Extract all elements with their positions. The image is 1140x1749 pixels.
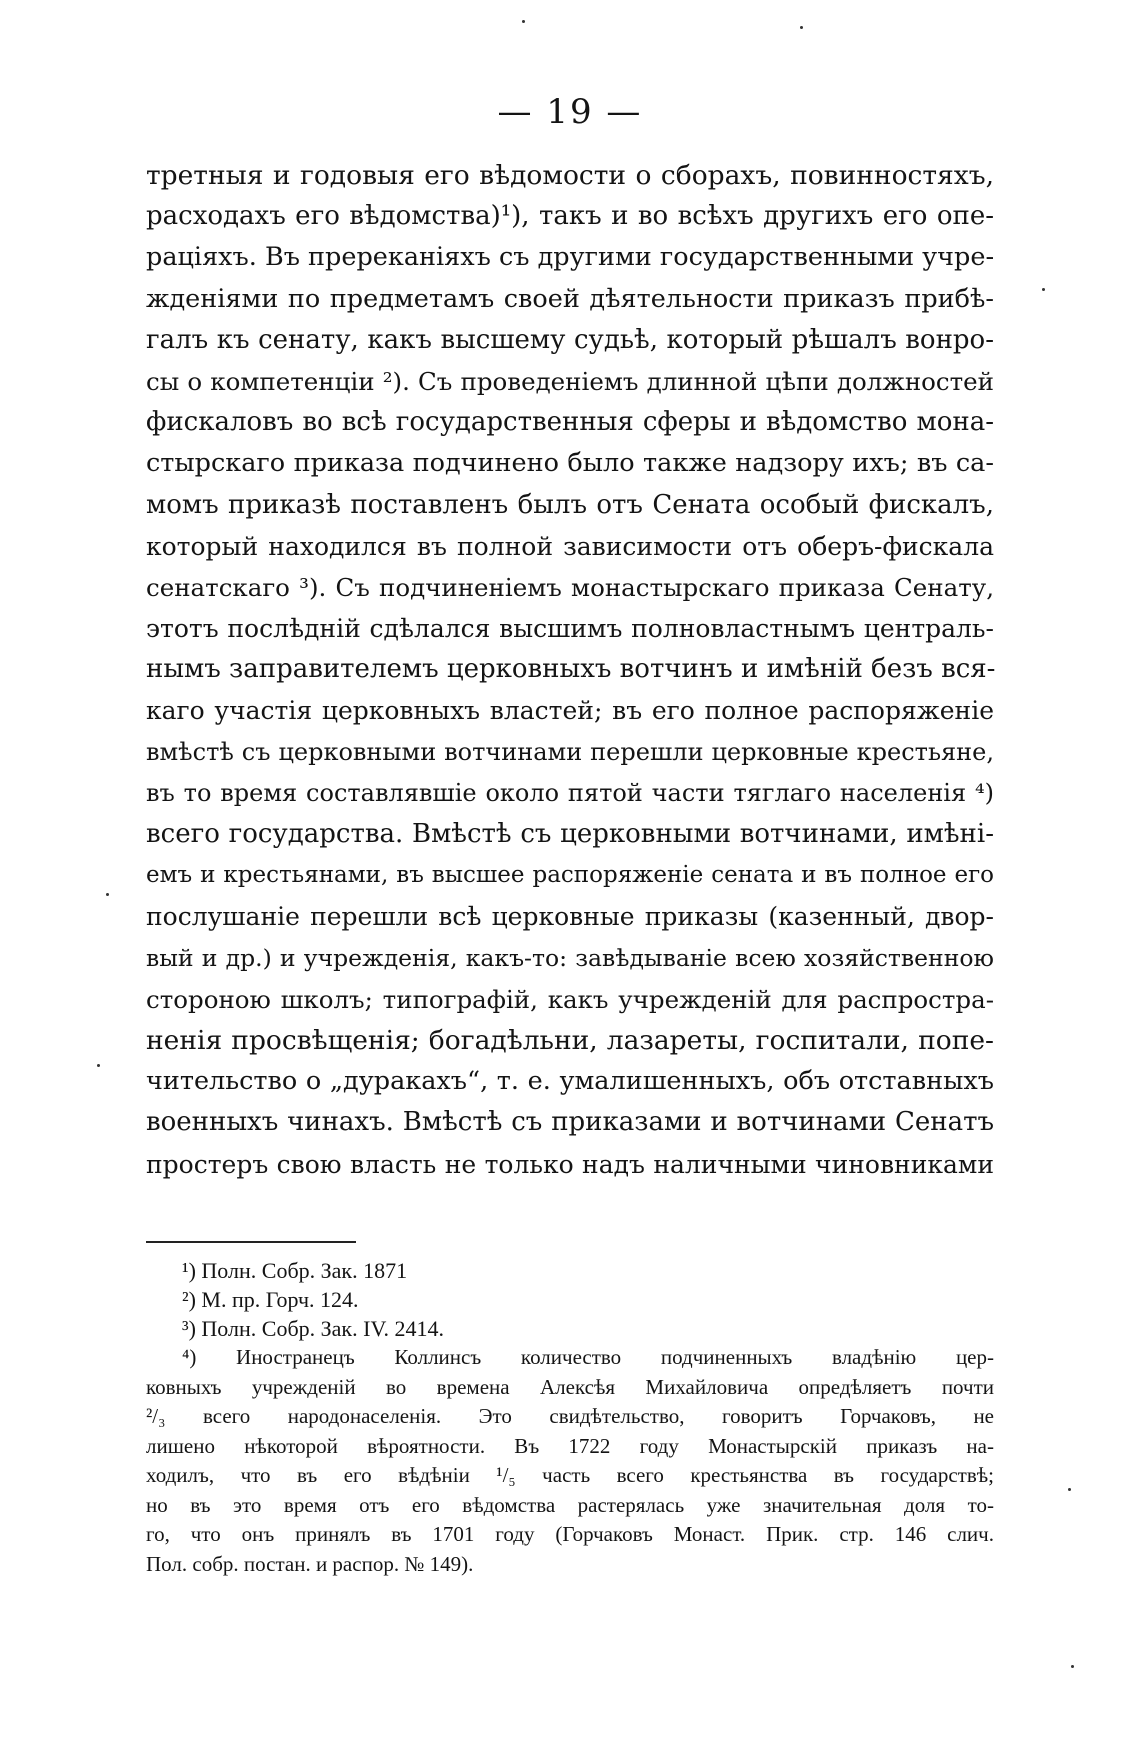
text-line: ненія просвѣщенія; богадѣльни, лазареты, госпитали, попе- [146, 1024, 994, 1056]
scan-speck [106, 893, 109, 896]
footnote-2: ²) М. пр. Горч. 124. [182, 1287, 359, 1312]
footnote-4-line: лишено нѣкоторой вѣроятности. Въ 1722 году Монастырскій приказъ на- [146, 1433, 994, 1458]
text-line: вый и др.) и учрежденія, какъ-то: завѣдываніе всею хозяйственною [146, 943, 994, 972]
footnote-3: ³) Полн. Собр. Зак. IV. 2414. [182, 1316, 444, 1341]
scan-speck [1068, 1488, 1071, 1491]
scan-speck [1071, 1665, 1074, 1668]
text-line: расходахъ его вѣдомства)¹), такъ и во всѣхъ другихъ его опе- [146, 201, 994, 232]
footnote-divider [146, 1241, 356, 1243]
scan-speck [800, 26, 803, 29]
footnote-1: ¹) Полн. Собр. Зак. 1871 [182, 1258, 408, 1283]
footnote-4-line: ²/₃ всего народонаселенія. Это свидѣтельство, говоритъ Горчаковъ, не [146, 1404, 994, 1428]
page-number: — 19 — [497, 92, 643, 132]
text-line: момъ приказѣ поставленъ былъ отъ Сената особый фискалъ, [146, 489, 994, 520]
text-line: раціяхъ. Въ пререканіяхъ съ другими государственными учре- [146, 242, 995, 273]
text-line: стырскаго приказа подчинено было также надзору ихъ; въ са- [146, 448, 994, 479]
footnote-4-line: Пол. собр. постан. и распор. № 149). [146, 1551, 474, 1576]
text-line: емъ и крестьянами, въ высшее распоряженіе сената и въ полное его [146, 862, 994, 889]
text-line: стороною школъ; типографій, какъ учрежденій для распростра- [146, 984, 994, 1014]
main-text [146, 155, 994, 1185]
text-line: нымъ заправителемъ церковныхъ вотчинъ и имѣній безъ вся- [146, 654, 996, 685]
text-line: каго участія церковныхъ властей; въ его полное распоряженіе [146, 696, 994, 726]
text-line: всего государства. Вмѣстѣ съ церковными вотчинами, имѣні- [146, 819, 994, 849]
text-line: сенатскаго ³). Съ подчиненіемъ монастырскаго приказа Сенату, [146, 572, 994, 602]
text-line: послушаніе перешли всѣ церковные приказы (казенный, двор- [146, 902, 994, 932]
text-line: сы о компетенціи ²). Съ проведеніемъ длинной цѣпи должностей [146, 366, 994, 396]
text-line: галъ къ сенату, какъ высшему судьѣ, который рѣшалъ вонро- [146, 324, 994, 355]
scan-speck [97, 1064, 100, 1067]
text-line: фискаловъ во всѣ государственныя сферы и вѣдомство мона- [146, 407, 994, 438]
footnote-4-line: ⁴) Иностранецъ Коллинсъ количество подчиненныхъ владѣнію цер- [182, 1345, 994, 1369]
scan-speck [522, 20, 525, 23]
footnotes [146, 1256, 994, 1579]
footnote-4-line: ходилъ, что въ его вѣдѣніи ¹/₅ часть всего крестьянства въ государствѣ; [146, 1463, 994, 1487]
text-line: простеръ свою власть не только надъ наличными чиновниками [146, 1149, 994, 1179]
text-line: вмѣстѣ съ церковными вотчинами перешли церковные крестьяне, [146, 737, 994, 766]
text-line: этотъ послѣдній сдѣлался высшимъ полновластнымъ централь- [146, 614, 994, 644]
text-line: жденіями по предметамъ своей дѣятельности приказъ прибѣ- [146, 283, 994, 314]
text-line: военныхъ чинахъ. Вмѣстѣ съ приказами и вотчинами Сенатъ [146, 1107, 994, 1138]
text-line: который находился въ полной зависимости отъ оберъ-фискала [146, 531, 994, 561]
text-line: третныя и годовыя его вѣдомости о сборахъ, повинностяхъ, [146, 160, 994, 191]
footnote-4-line: ковныхъ учрежденій во времена Алексѣя Михайловича опредѣляетъ почти [146, 1374, 994, 1399]
text-line: чительство о „дуракахъ“, т. е. умалишенныхъ, объ отставныхъ [146, 1066, 994, 1097]
footnote-4-line: но въ это время отъ его вѣдомства растерялась уже значительная доля то- [146, 1492, 994, 1517]
scan-speck [1042, 288, 1045, 291]
footnote-4-line: го, что онъ принялъ въ 1701 году (Горчаковъ Монаст. Прик. стр. 146 слич. [146, 1522, 994, 1546]
text-line: въ то время составлявшіе около пятой части тяглаго населенія ⁴) [146, 778, 994, 807]
